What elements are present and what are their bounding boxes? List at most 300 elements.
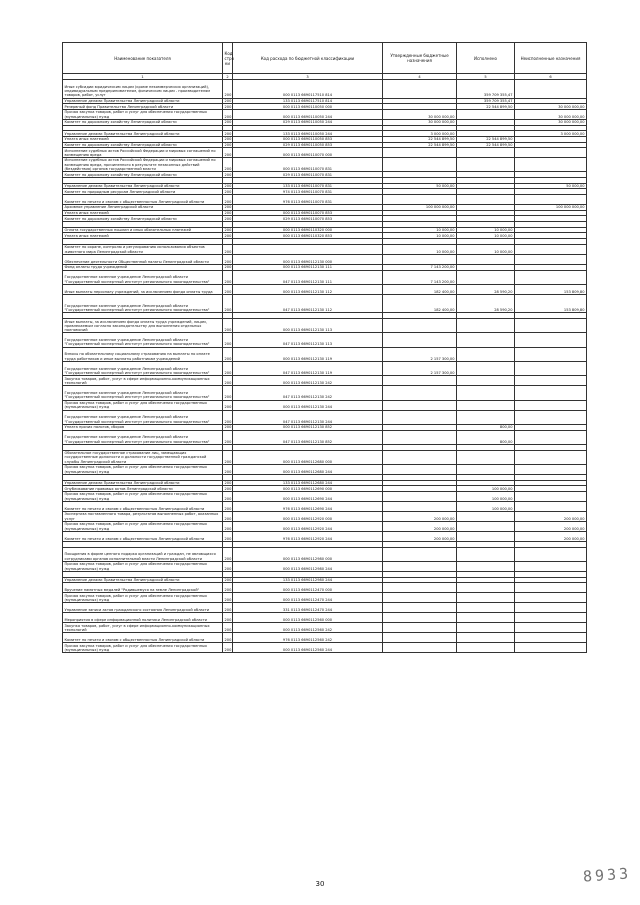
row-budget-code-cell: 000 0113 6690112130 111 [233, 264, 383, 270]
row-budget-code-cell: 000 0113 6690110050 853 [233, 137, 383, 143]
row-code-cell: 200 [223, 501, 233, 511]
row-code-cell: 200 [224, 205, 232, 210]
row-budget-code-cell: 976 0113 6690112690 244 [233, 501, 383, 511]
row-name-cell: Государственное казенное учреждение Ленинградской области "Государственный экспертный институт регионального законодательства" [63, 410, 223, 424]
column-header-executed: Исполнено [457, 43, 515, 74]
row-remaining-cell [515, 80, 587, 99]
row-remaining-cell [515, 547, 587, 561]
table-row [63, 80, 587, 99]
row-code-cell: 200 [223, 244, 233, 254]
row-budget-code-cell: 000 0113 6690112130 242 [233, 376, 383, 386]
row-approved-cell [383, 450, 457, 464]
row-approved-cell [383, 561, 457, 571]
table-row [63, 376, 587, 386]
row-budget-code-cell: 000 0113 6690112980 244 [233, 561, 383, 571]
row-budget-code-cell: 976 0113 6690112560 242 [233, 633, 383, 643]
row-code-cell: 200 [223, 531, 233, 541]
table-row [63, 633, 587, 643]
row-name-cell: Комитет по печати и связям с общественностью Ленинградской области [63, 195, 223, 205]
table-row [63, 98, 587, 104]
row-remaining-cell [515, 376, 587, 386]
row-executed-cell [457, 254, 515, 264]
row-approved-cell: 200 000,00 [383, 511, 457, 521]
row-code-cell: 200 [223, 583, 233, 593]
row-remaining-cell [515, 347, 587, 361]
row-approved-cell: 22 544 899,50 [383, 137, 457, 143]
row-name-cell: Управление делами Правительства Ленинградской области [63, 480, 223, 486]
row-name-cell: Обязательное государственное страхование лиц, замещающих государственные должности и должности государственной гражданской службы Ленинградской области [63, 450, 223, 464]
row-executed-cell [457, 109, 515, 119]
row-budget-code-cell: 029 0113 6690110070 831 [233, 172, 383, 178]
row-code-cell: 200 [223, 195, 233, 205]
row-executed-cell: 28 590,20 [457, 294, 515, 313]
row-approved-cell [383, 254, 457, 264]
table-row [63, 623, 587, 633]
row-name-cell: Государственное казенное учреждение Ленинградской области "Государственный экспертный институт регионального законодательства" [63, 270, 223, 284]
row-code-cell: 200 [223, 464, 233, 474]
row-remaining-cell: 200 000,00 [515, 521, 587, 531]
row-name-cell: Комитет по печати и связям с общественностью Ленинградской области [63, 633, 223, 643]
row-approved-cell [383, 613, 457, 623]
row-approved-cell [383, 643, 457, 653]
row-remaining-cell [515, 333, 587, 347]
row-remaining-cell [515, 386, 587, 400]
row-budget-code-cell: 133 0113 6690117510 814 [233, 98, 383, 104]
row-remaining-cell [515, 491, 587, 501]
row-remaining-cell: 100 000 000,00 [515, 205, 587, 211]
row-remaining-cell: 200 000,00 [515, 511, 587, 521]
row-approved-cell [383, 603, 457, 613]
row-name-cell: Уплата прочих налогов, сборов [63, 424, 223, 430]
row-code-cell: 200 [224, 480, 232, 485]
row-code-cell: 200 [223, 410, 233, 424]
row-approved-cell [383, 410, 457, 424]
row-remaining-cell [515, 400, 587, 410]
row-name-cell: Резервный фонд Правительства Ленинградской области [63, 104, 223, 110]
column-index: 1 [63, 74, 223, 80]
row-approved-cell: 2 157 300,00 [383, 347, 457, 361]
row-budget-code-cell: 029 0113 6690110050 853 [233, 142, 383, 148]
column-index: 4 [383, 74, 457, 80]
row-code-cell: 200 [224, 578, 232, 582]
row-name-cell: Исполнение судебных актов Российской Федерации и мировых соглашений по возмещению вреда [63, 148, 223, 158]
row-code-cell: 200 [223, 603, 233, 613]
row-name-cell: Государственное казенное учреждение Ленинградской области "Государственный экспертный институт регионального законодательства" [63, 294, 223, 313]
row-name-cell: Взносы по обязательному социальному страхованию на выплаты по оплате труда работников и иные выплаты работникам учреждений [63, 347, 223, 361]
row-executed-cell [457, 270, 515, 284]
row-executed-cell [457, 386, 515, 400]
table-row [63, 386, 587, 400]
row-code-cell: 200 [224, 98, 232, 103]
row-approved-cell: 30 000 000,00 [383, 119, 457, 125]
row-name-cell: Фонд оплаты труда учреждений [63, 264, 223, 270]
row-code-cell: 200 [223, 633, 233, 643]
row-name-cell: Вручение памятных медалей "Родившемуся на земле Ленинградской" [63, 583, 223, 593]
row-budget-code-cell: 000 0113 6690110070 831 [233, 158, 383, 172]
row-budget-code-cell: 000 0113 6690112130 000 [233, 254, 383, 264]
row-name-cell: Управление делами Правительства Ленинградской области [63, 98, 223, 104]
row-name-cell: Комитет по охране, контролю и регулированию использования объектов животного мира Ленинградской области [63, 244, 223, 254]
row-budget-code-cell: 029 0113 6690110070 853 [233, 216, 383, 222]
table-row [63, 561, 587, 571]
table-row [63, 613, 587, 623]
row-approved-cell [383, 386, 457, 400]
row-name-cell: Государственное казенное учреждение Ленинградской области "Государственный экспертный институт регионального законодательства" [63, 362, 223, 376]
row-name-cell: Управление делами Правительства Ленинградской области [63, 577, 223, 583]
row-approved-cell [383, 319, 457, 333]
row-executed-cell: 359 709 355,47 [457, 98, 515, 104]
row-name-cell: Иные выплаты персоналу учреждений, за исключением фонда оплаты труда [63, 284, 223, 294]
row-budget-code-cell: 000 0113 6690112680 000 [233, 450, 383, 464]
table-row [63, 450, 587, 464]
row-approved-cell [383, 195, 457, 205]
row-budget-code-cell [233, 244, 383, 254]
table-row [63, 531, 587, 541]
row-code-cell: 200 [223, 430, 233, 444]
row-code-cell: 200 [224, 172, 232, 177]
row-executed-cell: 10 000,00 [457, 244, 515, 254]
table-row [63, 603, 587, 613]
row-code-cell: 200 [223, 623, 233, 633]
row-remaining-cell [515, 244, 587, 254]
row-name-cell: Опубликование правовых актов Ленинградской области [63, 486, 223, 492]
row-budget-code-cell: 000 0113 6690110320 853 [233, 233, 383, 239]
row-approved-cell [383, 400, 457, 410]
row-remaining-cell: 3 000 000,00 [515, 131, 587, 137]
table-row [63, 148, 587, 158]
row-executed-cell [457, 521, 515, 531]
row-name-cell: Обеспечение деятельности Общественной палаты Ленинградской области [63, 254, 223, 264]
row-code-cell: 200 [223, 376, 233, 386]
row-budget-code-cell: 000 0113 6690112680 244 [233, 464, 383, 474]
row-executed-cell [457, 593, 515, 603]
table-row [63, 410, 587, 424]
row-budget-code-cell: 000 0113 6690112920 000 [233, 511, 383, 521]
column-header-name: Наименование показателя [63, 43, 223, 74]
row-approved-cell [383, 501, 457, 511]
row-approved-cell [383, 464, 457, 474]
row-budget-code-cell: 331 0113 6690112470 244 [233, 603, 383, 613]
row-executed-cell [457, 511, 515, 521]
row-budget-code-cell: 000 0113 6690110320 000 [233, 227, 383, 233]
row-code-cell: 200 [223, 643, 233, 653]
row-executed-cell: 28 590,20 [457, 284, 515, 294]
row-executed-cell [457, 362, 515, 376]
row-remaining-cell [515, 561, 587, 571]
row-code-cell: 200 [223, 593, 233, 603]
row-approved-cell [383, 491, 457, 501]
row-approved-cell: 182 400,00 [383, 284, 457, 294]
row-executed-cell [457, 561, 515, 571]
row-name-cell: Уплата иных платежей [63, 210, 223, 216]
row-code-cell: 200 [223, 333, 233, 347]
row-name-cell: Прочая закупка товаров, работ и услуг для обеспечения государственных (муниципальных) нужд [63, 400, 223, 410]
table-row [63, 511, 587, 521]
row-approved-cell: 7 143 200,00 [383, 270, 457, 284]
row-remaining-cell [515, 430, 587, 444]
row-budget-code-cell: 000 0113 6690110050 244 [233, 109, 383, 119]
row-name-cell: Прочая закупка товаров, работ и услуг для обеспечения государственных (муниципальных) нужд [63, 521, 223, 531]
row-name-cell: Комитет по дорожному хозяйству Ленинградской области [63, 119, 223, 125]
row-remaining-cell: 30 000 000,00 [515, 119, 587, 125]
table-body [63, 74, 587, 653]
row-name-cell: Исполнение судебных актов Российской Федерации и мировых соглашений по возмещению вреда, причиненного в результате незаконных действий (бездействия) органов государственной власти [63, 158, 223, 172]
table-row [63, 464, 587, 474]
row-name-cell: Уплата иных платежей [63, 137, 223, 143]
table-row [63, 284, 587, 294]
row-remaining-cell [515, 450, 587, 464]
row-executed-cell [457, 195, 515, 205]
row-approved-cell: 100 000 000,00 [383, 205, 457, 211]
row-code-cell: 200 [223, 400, 233, 410]
row-name-cell: Комитет по печати и связям с общественностью Ленинградской области [63, 531, 223, 541]
row-executed-cell [457, 347, 515, 361]
row-approved-cell [383, 633, 457, 643]
row-remaining-cell [515, 603, 587, 613]
row-budget-code-cell: 000 0113 6690110070 853 [233, 210, 383, 216]
row-name-cell: Комитет по печати и связям с общественностью Ленинградской области [63, 501, 223, 511]
row-remaining-cell: 30 000 000,00 [515, 109, 587, 119]
row-name-cell: Мероприятия в сфере информационной политики Ленинградской области [63, 613, 223, 623]
row-name-cell: Государственное казенное учреждение Ленинградской области "Государственный экспертный институт регионального законодательства" [63, 333, 223, 347]
row-code-cell: 200 [223, 521, 233, 531]
row-executed-cell: 100 000,00 [457, 501, 515, 511]
row-code-cell: 200 [223, 386, 233, 400]
row-name-cell: Прочая закупка товаров, работ и услуг для обеспечения государственных (муниципальных) нужд [63, 593, 223, 603]
row-executed-cell: 10 000,00 [457, 227, 515, 233]
table-row [63, 486, 587, 492]
table-row [63, 430, 587, 444]
row-code-cell: 200 [224, 143, 232, 148]
row-code-cell: 200 [223, 80, 233, 99]
table-row [63, 104, 587, 110]
row-remaining-cell [515, 270, 587, 284]
row-budget-code-cell: 047 0113 6690112130 119 [233, 362, 383, 376]
row-budget-code-cell: 133 0113 6690112680 244 [233, 480, 383, 486]
row-approved-cell: 22 544 899,50 [383, 142, 457, 148]
row-code-cell: 200 [223, 319, 233, 333]
row-name-cell: Комитет по природным ресурсам Ленинградской области [63, 189, 223, 195]
row-budget-code-cell: 047 0113 6690112130 852 [233, 430, 383, 444]
row-approved-cell [383, 430, 457, 444]
row-executed-cell [457, 319, 515, 333]
table-row [63, 501, 587, 511]
row-name-cell: Иные субсидии юридическим лицам (кроме некоммерческих организаций), индивидуальным предпринимателям, физическим лицам - производителям товаров, работ, услуг [63, 80, 223, 99]
row-approved-cell [383, 333, 457, 347]
row-code-cell: 200 [224, 216, 232, 221]
row-executed-cell [457, 400, 515, 410]
row-name-cell: Экспертиза поставленного товара, результатов выполненных работ, оказанных услуг [63, 511, 223, 521]
row-remaining-cell [515, 254, 587, 264]
row-remaining-cell: 30 000 000,00 [515, 104, 587, 110]
row-budget-code-cell: 000 0113 6690112470 000 [233, 583, 383, 593]
row-approved-cell: 3 000 000,00 [383, 131, 457, 137]
row-code-cell: 200 [223, 270, 233, 284]
row-budget-code-cell: 000 0113 6690112560 000 [233, 613, 383, 623]
row-name-cell: Архивное управление Ленинградской области [63, 205, 223, 211]
row-executed-cell [457, 450, 515, 464]
row-code-cell: 200 [224, 265, 232, 270]
row-remaining-cell [515, 148, 587, 158]
row-budget-code-cell: 047 0113 6690112130 111 [233, 270, 383, 284]
row-budget-code-cell: 000 0113 6690112130 852 [233, 424, 383, 430]
row-budget-code-cell: 000 0113 6690117510 814 [233, 80, 383, 99]
row-approved-cell [383, 583, 457, 593]
row-approved-cell: 200 000,00 [383, 521, 457, 531]
row-approved-cell: 182 400,00 [383, 294, 457, 313]
row-executed-cell: 100 000,00 [457, 491, 515, 501]
row-code-cell: 200 [224, 120, 232, 125]
row-code-cell: 200 [224, 233, 232, 238]
column-header-remaining: Неисполненные назначения [515, 43, 587, 74]
row-name-cell: Государственное казенное учреждение Ленинградской области "Государственный экспертный институт регионального законодательства" [63, 386, 223, 400]
row-budget-code-cell: 000 0113 6690112130 112 [233, 284, 383, 294]
row-code-cell: 200 [224, 104, 232, 109]
row-executed-cell [457, 333, 515, 347]
row-code-cell: 200 [224, 425, 232, 430]
row-remaining-cell [515, 319, 587, 333]
table-row [63, 254, 587, 264]
row-executed-cell [457, 547, 515, 561]
row-remaining-cell: 50 000,00 [515, 183, 587, 189]
row-budget-code-cell: 047 0113 6690112130 242 [233, 386, 383, 400]
row-budget-code-cell: 133 0113 6690110050 244 [233, 131, 383, 137]
column-header-code: Код стро ки [223, 43, 233, 74]
row-budget-code-cell: 133 0113 6690112980 244 [233, 577, 383, 583]
row-approved-cell: 2 157 300,00 [383, 362, 457, 376]
row-code-cell: 200 [223, 362, 233, 376]
row-remaining-cell [515, 643, 587, 653]
row-name-cell: Оплата государственных пошлин и иных обязательных платежей [63, 227, 223, 233]
row-code-cell: 200 [224, 211, 232, 216]
row-remaining-cell: 153 809,80 [515, 284, 587, 294]
row-name-cell: Прочая закупка товаров, работ и услуг для обеспечения государственных (муниципальных) нужд [63, 491, 223, 501]
row-name-cell: Управление записи актов гражданского состояния Ленинградской области [63, 603, 223, 613]
row-remaining-cell: 153 809,80 [515, 294, 587, 313]
row-remaining-cell: 200 000,00 [515, 531, 587, 541]
row-name-cell: Прочая закупка товаров, работ и услуг для обеспечения государственных (муниципальных) нужд [63, 643, 223, 653]
table-row [63, 158, 587, 172]
row-code-cell: 200 [224, 486, 232, 491]
row-code-cell: 200 [224, 189, 232, 194]
row-name-cell: Комитет по дорожному хозяйству Ленинградской области [63, 172, 223, 178]
row-budget-code-cell: 000 0113 6690112560 242 [233, 623, 383, 633]
row-approved-cell: 10 000,00 [383, 244, 457, 254]
row-code-cell: 200 [223, 284, 233, 294]
row-executed-cell: 10 000,00 [457, 233, 515, 239]
row-executed-cell [457, 623, 515, 633]
row-approved-cell: 200 000,00 [383, 531, 457, 541]
row-remaining-cell [515, 623, 587, 633]
table-row [63, 319, 587, 333]
row-name-cell: Иные выплаты, за исключением фонда оплаты труда учреждений, лицам, привлекаемым согласно законодательству для выполнения отдельных полномочий [63, 319, 223, 333]
row-executed-cell [457, 643, 515, 653]
row-executed-cell: 22 544 899,50 [457, 142, 515, 148]
table-row [63, 491, 587, 501]
row-budget-code-cell: 000 0113 6690112560 244 [233, 643, 383, 653]
table-row [63, 643, 587, 653]
row-remaining-cell [515, 501, 587, 511]
row-remaining-cell [515, 410, 587, 424]
row-executed-cell: 100 000,00 [457, 486, 515, 492]
table-row [63, 244, 587, 254]
row-code-cell: 200 [223, 294, 233, 313]
row-name-cell: Управление делами Правительства Ленинградской области [63, 183, 223, 189]
row-approved-cell: 7 143 200,00 [383, 264, 457, 270]
table-row [63, 227, 587, 233]
row-remaining-cell [515, 593, 587, 603]
row-remaining-cell [515, 464, 587, 474]
table-row [63, 547, 587, 561]
row-executed-cell [457, 603, 515, 613]
row-budget-code-cell: 976 0113 6690112920 244 [233, 531, 383, 541]
table-row [63, 142, 587, 148]
row-budget-code-cell: 029 0113 6690110050 244 [233, 119, 383, 125]
row-budget-code-cell: 000 0113 6690112470 244 [233, 593, 383, 603]
row-remaining-cell [515, 583, 587, 593]
row-approved-cell: 30 000 000,00 [383, 109, 457, 119]
row-name-cell: Прочая закупка товаров, работ и услуг для обеспечения государственных (муниципальных) нужд [63, 561, 223, 571]
table-row [63, 593, 587, 603]
table-row [63, 362, 587, 376]
row-name-cell: Комитет по дорожному хозяйству Ленинградской области [63, 142, 223, 148]
row-executed-cell: 359 709 355,47 [457, 80, 515, 99]
budget-execution-table [62, 42, 587, 653]
row-budget-code-cell: 000 0113 6690110050 000 [233, 104, 383, 110]
row-code-cell: 200 [223, 491, 233, 501]
row-approved-cell [383, 593, 457, 603]
row-executed-cell [457, 148, 515, 158]
row-executed-cell [457, 633, 515, 643]
row-remaining-cell [515, 613, 587, 623]
row-approved-cell: 50 000,00 [383, 183, 457, 189]
row-name-cell: Закупка товаров, работ, услуг в сфере информационно-коммуникационных технологий [63, 376, 223, 386]
row-budget-code-cell: 047 0113 6690112130 113 [233, 333, 383, 347]
row-budget-code-cell: 976 0113 6690110070 831 [233, 195, 383, 205]
row-code-cell: 200 [224, 137, 232, 142]
row-budget-code-cell: 000 0113 6690112920 244 [233, 521, 383, 531]
row-code-cell: 200 [224, 131, 232, 136]
row-budget-code-cell: 974 0113 6690110070 831 [233, 189, 383, 195]
row-name-cell: Управление делами Правительства Ленинградской области [63, 131, 223, 137]
row-name-cell: Государственное казенное учреждение Ленинградской области "Государственный экспертный институт регионального законодательства" [63, 430, 223, 444]
column-header-budget-code: Код расхода по бюджетной классификации [233, 43, 383, 74]
row-budget-code-cell: 000 0113 6690112690 244 [233, 491, 383, 501]
row-budget-code-cell: 000 0113 6690112690 000 [233, 486, 383, 492]
row-name-cell: Прочая закупка товаров, работ и услуг для обеспечения государственных (муниципальных) нужд [63, 109, 223, 119]
row-executed-cell [457, 410, 515, 424]
row-executed-cell [457, 531, 515, 541]
row-remaining-cell [515, 633, 587, 643]
report-sheet [62, 42, 586, 653]
table-row [63, 109, 587, 119]
table-row [63, 195, 587, 205]
row-code-cell: 200 [224, 184, 232, 189]
column-index: 6 [515, 74, 587, 80]
row-approved-cell [383, 376, 457, 386]
row-budget-code-cell: 000 0113 6690112130 119 [233, 347, 383, 361]
row-code-cell: 200 [223, 109, 233, 119]
row-budget-code-cell: 000 0113 6690112980 000 [233, 547, 383, 561]
table-row [63, 521, 587, 531]
row-budget-code-cell: 000 0113 6690112130 113 [233, 319, 383, 333]
table-row [63, 583, 587, 593]
row-code-cell: 200 [224, 228, 232, 233]
row-executed-cell [457, 583, 515, 593]
row-name-cell: Комитет по дорожному хозяйству Ленинградской области [63, 216, 223, 222]
row-remaining-cell [515, 195, 587, 205]
row-name-cell: Уплата иных платежей [63, 233, 223, 239]
